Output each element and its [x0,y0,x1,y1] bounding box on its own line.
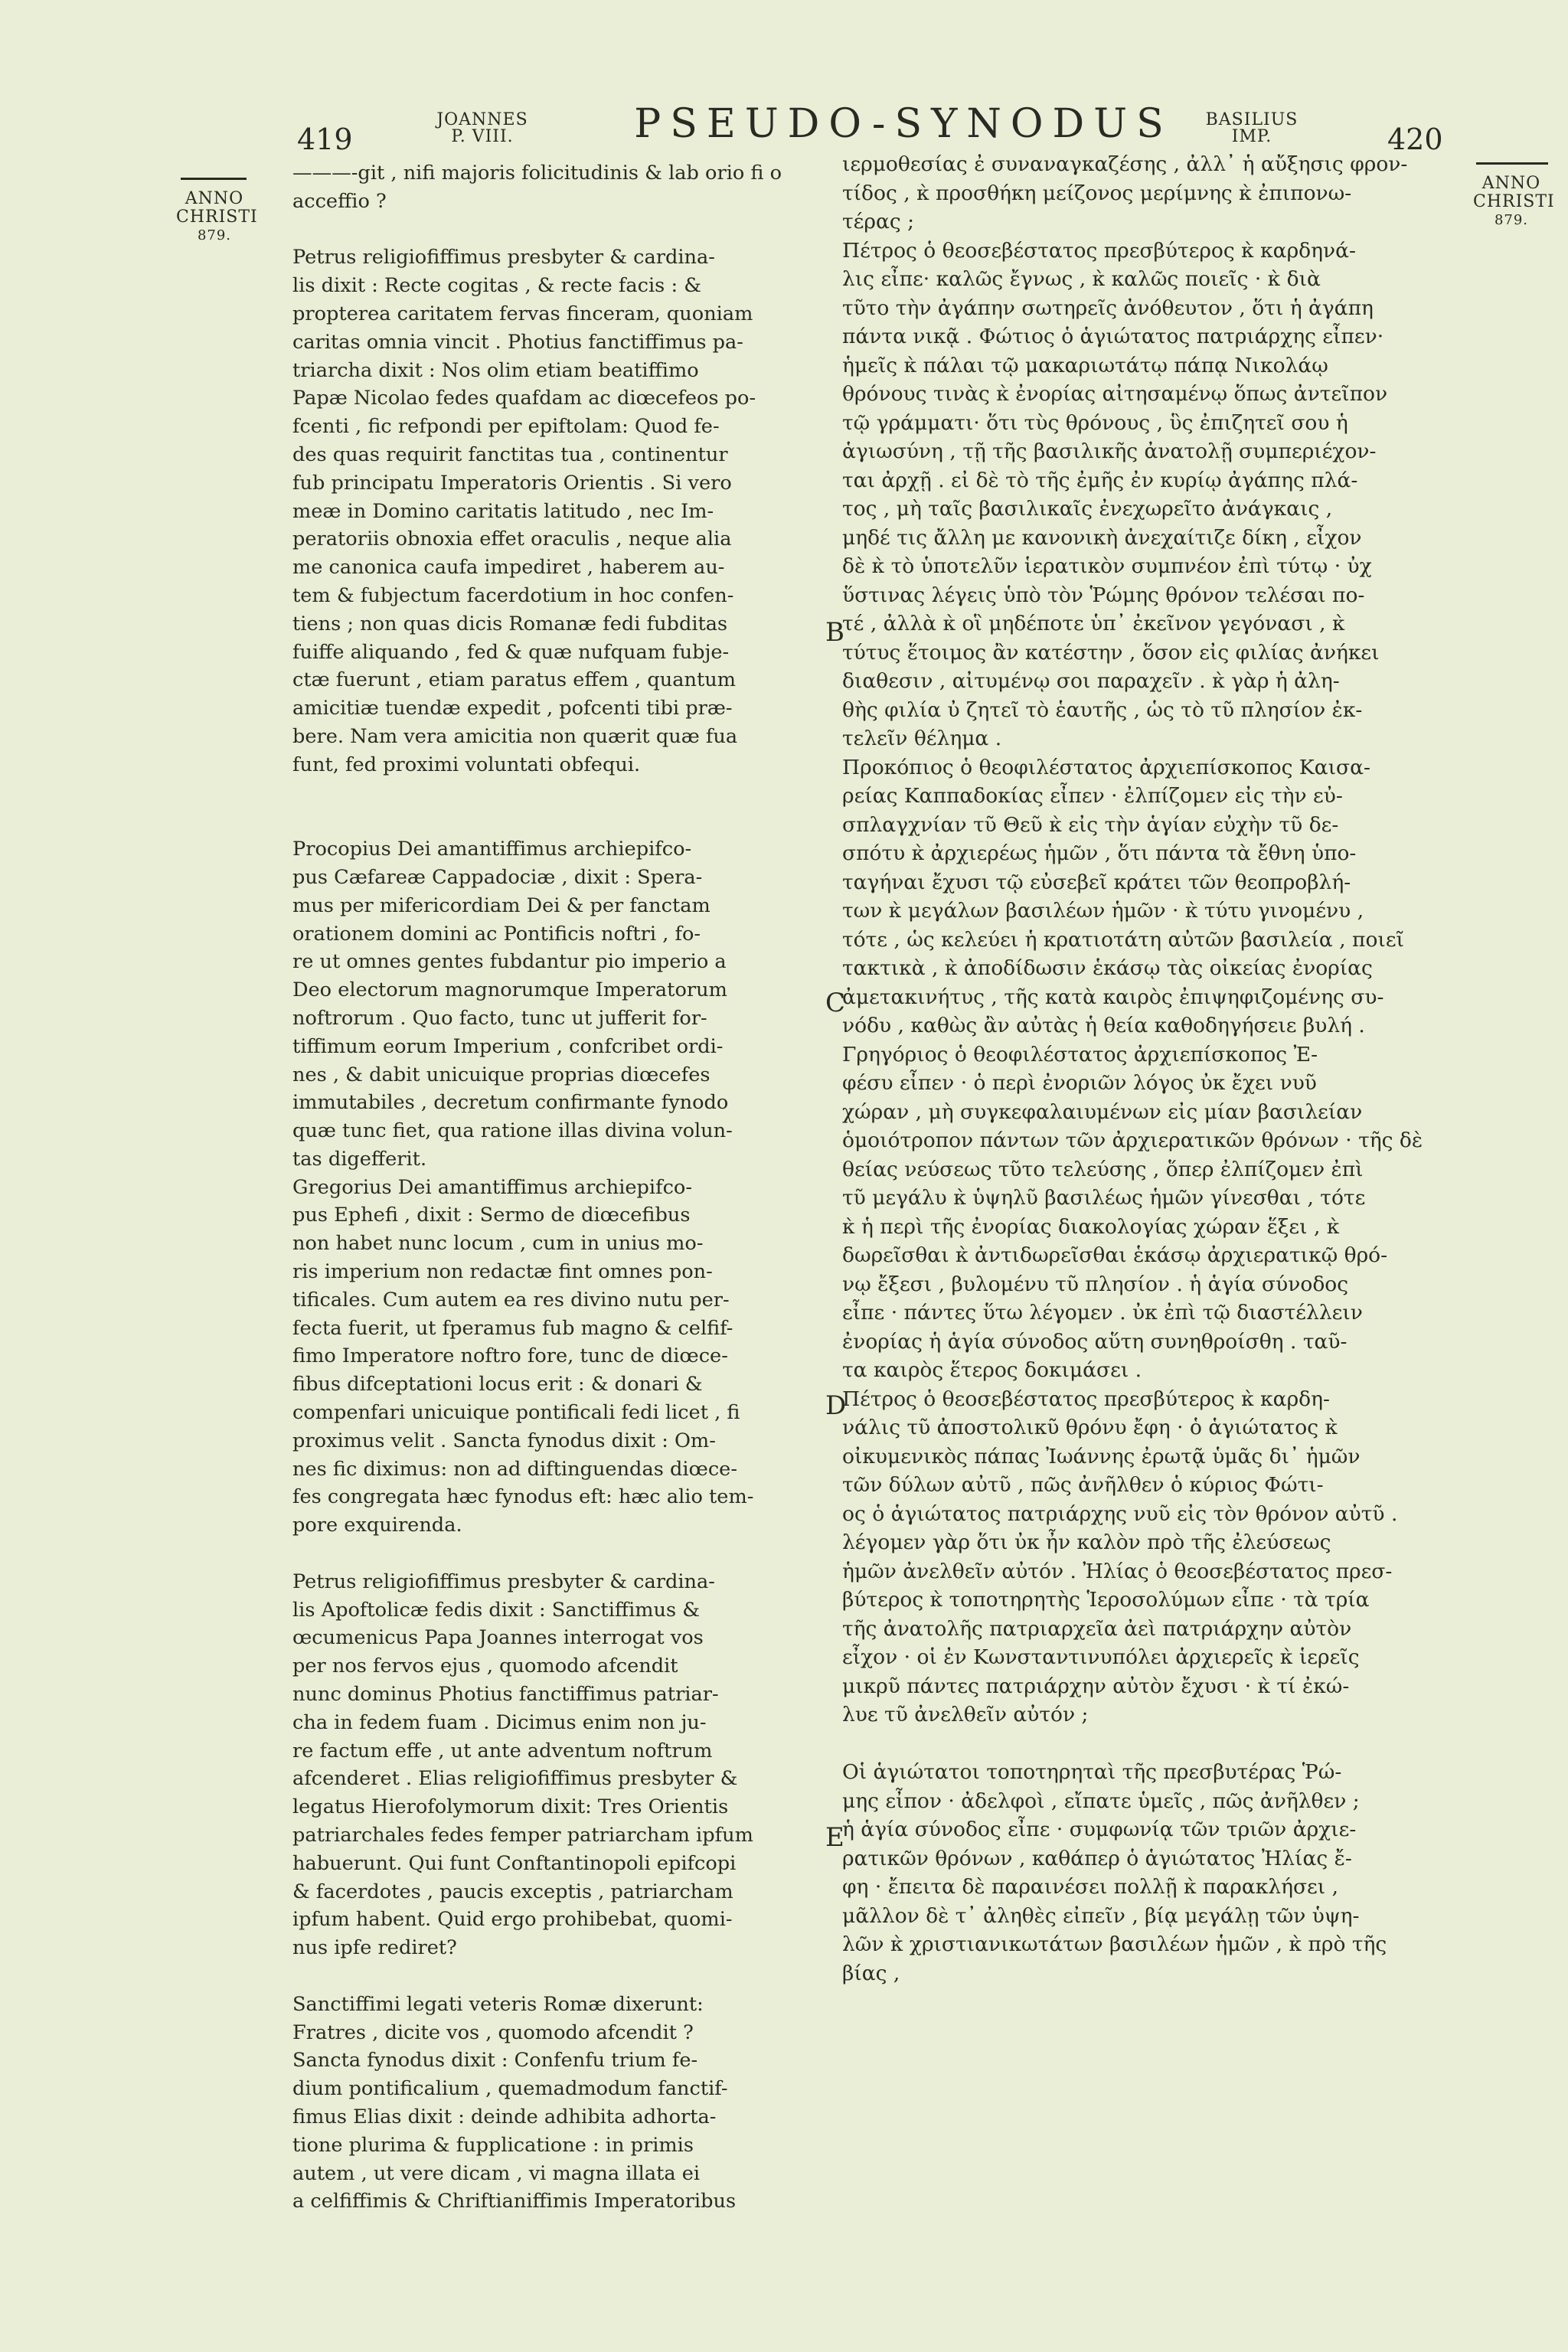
greek-text-line: ρείας Καππαδοκίας εἶπεν · ἐλπίζομεν εἰς τὴν εὐ- [842,784,1343,808]
latin-text-line: fuiffe aliquando , fed & quæ nufquam fubje- [292,640,730,664]
latin-text-line: ctæ fuerunt , etiam paratus effem , quantum [292,668,737,692]
greek-text-line: χώραν , μὴ συγκεφαλαιυμένων εἰς μίαν βασιλείαν [842,1099,1363,1124]
greek-text-line: ἡμεῖς κ̀ πάλαι τῷ μακαριωτάτῳ πάπᾳ Νικολάῳ [842,353,1328,377]
greek-text-line: εἶχον · οἱ ἐν Κωνσταντινυπόλει ἀρχιερεῖς κ̀ ἱερεῖς [842,1645,1360,1669]
section-marker-c: C [825,988,846,1018]
latin-text-line: tem & fubjectum facerdotium in hoc confen- [292,583,734,607]
greek-text-line: σπότυ κ̀ ἀρχιερέως ἡμῶν , ὅτι πάντα τὰ ἔθνη ὑπο- [842,841,1357,865]
latin-text-line: pus Cæfareæ Cappadociæ , dixit : Spera- [292,865,703,889]
greek-text-line: τῷ γράμματι· ὅτι τὺς θρόνους , ὓς ἐπιζητεῖ σου ἡ [842,410,1348,435]
latin-text-line: amicitiæ tuendæ expedit , pofcenti tibi præ- [292,697,733,720]
latin-text-line: per nos fervos ejus , quomodo afcendit [292,1655,678,1678]
latin-text-line: acceffio ? [292,189,387,213]
greek-text-line: ος ὁ ἁγιώτατος πατριάρχης νυῦ εἰς τὸν θρόνον αὐτῦ . [842,1501,1398,1526]
latin-text-line: tificales. Cum autem ea res divino nutu per- [292,1288,730,1312]
latin-text-line: dium pontificalium , quemadmodum fanctif- [292,2077,728,2101]
greek-text-line: Οἱ ἁγιώτατοι τοποτηρηταὶ τῆς πρεσβυτέρας Ῥώ- [842,1760,1342,1784]
latin-text-line: fecta fuerit, ut fperamus fub magno & celfif- [292,1316,733,1340]
left-page-number: 419 [297,122,353,156]
latin-text-line: tiffimum eorum Imperium , confcribet ordi- [292,1034,724,1058]
greek-text-line: Γρηγόριος ὁ θεοφιλέστατος ἀρχιεπίσκοπος Ἐ- [842,1042,1318,1067]
right-margin-note [1473,174,1555,230]
latin-text-line: tas digefferit. [292,1147,427,1171]
latin-column [292,159,821,2216]
greek-text-line: ὁμοιότροπον πάντων τῶν ἀρχιερατικῶν θρόνων · τῆς δὲ [842,1129,1423,1152]
latin-text-line: & facerdotes , paucis exceptis , patriarcham [292,1880,733,1903]
latin-text-line: lis dixit : Recte cogitas , & recte facis : & [292,274,701,298]
latin-text-line: meæ in Domino caritatis latitudo , nec Im- [292,499,714,523]
greek-text-line: μης εἶπον · ἀδελφοὶ , εἴπατε ὑμεῖς , πῶς ἀνῆλθεν ; [842,1788,1360,1813]
latin-text-line [292,807,821,835]
latin-text-line: proximus velit . Sancta fynodus dixit : Om- [292,1429,716,1452]
greek-text-line: διαθεσιν , αἰτυμένῳ σοι παραχεῖν . κ̀ γὰρ ἡ ἀλη- [842,669,1340,693]
latin-text-line [292,1962,821,1991]
greek-text-line: λῶν κ̀ χριστιανικωτάτων βασιλέων ἡμῶν , κ̀ πρὸ τῆς [842,1932,1387,1956]
greek-text-line: τίδος , κ̀ προσθήκη μείζονος μερίμνης κ̀ ἐπιπονω- [842,181,1352,205]
latin-text-line: nus ipfe rediret? [292,1936,457,1960]
right-page-number: 420 [1387,122,1443,156]
greek-text-line: ται ἀρχῇ . εἰ δὲ τὸ τῆς ἐμῆς ἐν κυρίῳ ἀγάπης πλά- [842,468,1358,492]
latin-text-line: Deo electorum magnorumque Imperatorum [292,978,727,1002]
left-margin-rule [181,178,247,180]
latin-text-line: nes fic diximus: non ad diftinguendas diœce- [292,1457,737,1481]
greek-text-line: ἀμετακινήτυς , τῆς κατὰ καιρὸς ἐπιψηφιζομένης συ- [842,985,1384,1009]
latin-text-line: tiens ; non quas dicis Romanæ fedi fubditas [292,612,728,635]
greek-text-line: ἡ ἁγία σύνοδος εἶπε · συμφωνίᾳ τῶν τριῶν ἀρχιε- [842,1818,1357,1841]
latin-text-line: immutabiles , decretum confirmante fynodo [292,1091,729,1115]
greek-text-line [842,1730,1451,1759]
greek-text-line: πάντα νικᾷ . Φώτιος ὁ ἁγιώτατος πατριάρχης εἶπεν· [842,325,1384,348]
latin-text-line: fimus Elias dixit : deinde adhibita adhorta- [292,2105,717,2128]
greek-text-line: λέγομεν γὰρ ὅτι ὐκ ἦν καλὸν πρὸ τῆς ἐλεύσεως [842,1530,1331,1554]
greek-text-line: τος , μὴ ταῖς βασιλικαῖς ἐνεχωρεῖτο ἀνάγκαις , [842,497,1333,521]
greek-text-line: νόδυ , καθὼς ἂν αὐτὰς ἡ θεία καθοδηγήσειε βυλή . [842,1014,1365,1037]
latin-text-line: compenfari unicuique pontificali fedi licet , fi [292,1401,740,1425]
latin-text-line: pus Ephefi , dixit : Sermo de diœcefibus [292,1204,691,1227]
latin-text-line: a celfiffimis & Chriftianiffimis Imperatoribus [292,2190,737,2213]
greek-text-line: θείας νεύσεως τῦτο τελεύσης , ὅπερ ἐλπίζομεν ἐπὶ [842,1157,1364,1181]
greek-text-line: μᾶλλον δὲ τ᾽ ἀληθὲς εἰπεῖν , βίᾳ μεγάλῃ τῶν ὑψη- [842,1903,1360,1928]
latin-text-line: fibus difceptationi locus erit : & donari & [292,1373,703,1396]
greek-text-line: Προκόπιος ὁ θεοφιλέστατος ἀρχιεπίσκοπος Καισα- [842,755,1370,779]
greek-text-line: οἰκυμενικὸς πάπας Ἰωάννης ἐρωτᾷ ὑμᾶς δι᾽ ἡμῶν [842,1444,1361,1468]
greek-text-line: φέσυ εἶπεν · ὁ περὶ ἐνοριῶν λόγος ὐκ ἔχει νυῦ [842,1071,1317,1095]
latin-text-line: Fratres , dicite vos , quomodo afcendit ? [292,2020,694,2044]
latin-text-line [292,1540,821,1568]
greek-text-line: τῦτο τὴν ἀγάπην σωτηρεῖς ἀνόθευτον , ὅτι ἡ ἀγάπη [842,296,1374,320]
greek-text-line: ἡμῶν ἀνελθεῖν αὐτόν . Ἠλίας ὁ θεοσεβέστατος πρεσ- [842,1559,1393,1583]
latin-text-line: fes congregata hæc fynodus eft: hæc alio tem- [292,1485,754,1509]
latin-text-line: afcenderet . Elias religiofiffimus presbyter & [292,1767,738,1791]
greek-text-line: τελεῖν θέλημα . [842,727,1002,750]
latin-text-line: orationem domini ac Pontificis noftri , fo- [292,922,701,946]
greek-text-line: ρατικῶν θρόνων , καθάπερ ὁ ἁγιώτατος Ἠλίας ἔ- [842,1846,1352,1870]
section-marker-e: E [825,1822,844,1853]
greek-text-line: μηδέ τις ἄλλη με κανονικὴ ἀνεχαίτιζε δίκη , εἶχον [842,525,1362,550]
left-margin-note [176,189,258,245]
latin-text-line: noftrorum . Quo facto, tunc ut jufferit for- [292,1006,707,1030]
latin-text-line: re factum effe , ut ante adventum noftrum [292,1739,713,1762]
greek-text-line: ιερμοθεσίας ἐ συναναγκαζέσης , ἀλλ᾽ ἡ αὔξησις φρον- [842,152,1408,176]
greek-text-line: των κ̀ μεγάλων βασιλέων ἡμῶν · κ̀ τύτυ γινομένυ , [842,899,1364,923]
margin-note-line: ANNO [185,189,244,208]
greek-text-line: νάλις τῦ ἀποστολικῦ θρόνυ ἔφη · ὁ ἁγιώτατος κ̀ [842,1416,1338,1439]
greek-text-line: τέ , ἀλλὰ κ̀ οἳ μηδέποτε ὑπ᾽ ἐκεῖνον γεγόνασι , κ̀ [842,612,1345,635]
latin-text-line: Petrus religiofiffimus presbyter & cardina- [292,246,715,270]
latin-text-line: caritas omnia vincit . Photius fanctiffimus pa- [292,330,743,354]
latin-text-line: fcenti , fic refpondi per epiftolam: Quod fe- [292,415,720,439]
margin-note-line: 879. [1494,212,1529,228]
latin-text-line: peratoriis obnoxia effet oraculis , neque alia [292,528,732,551]
page-title: PSEUDO-SYNODUS [634,101,1173,147]
latin-text-line: Sanctiffimi legati veteris Romæ dixerunt: [292,1992,704,2016]
latin-text-line: propterea caritatem fervas finceram, quoniam [292,302,753,325]
right-running-head [1194,112,1309,145]
greek-text-line: ὕστινας λέγεις ὑπὸ τὸν Ῥώμης θρόνον τελέσαι πο- [842,583,1365,607]
latin-text-line: cha in fedem fuam . Dicimus enim non ju- [292,1710,707,1734]
latin-text-line: tione plurima & fupplicatione : in primis [292,2133,694,2157]
latin-text-line: Petrus religiofiffimus presbyter & cardina- [292,1570,715,1593]
latin-text-line [292,779,821,808]
margin-note-line: CHRISTI [176,207,258,227]
latin-text-line [292,216,821,244]
margin-note-line: ANNO [1481,174,1541,193]
greek-text-line: δωρεῖσθαι κ̀ ἀντιδωρεῖσθαι ἑκάσῳ ἀρχιερατικῷ θρό- [842,1243,1388,1267]
latin-text-line: ipfum habent. Quid ergo prohibebat, quomi- [292,1908,733,1932]
greek-text-line: τακτικὰ , κ̀ ἀποδίδωσιν ἑκάσῳ τὰς οἰκείας ἐνορίας [842,956,1373,980]
greek-text-line: τῶν δύλων αὐτῦ , πῶς ἀνῆλθεν ὁ κύριος Φώτι- [842,1473,1324,1497]
margin-note-line: 879. [197,227,232,243]
greek-column [842,150,1451,1988]
latin-text-line: nunc dominus Photius fanctiffimus patriar- [292,1683,719,1707]
latin-text-line: Papæ Nicolao fedes quafdam ac diœcefeos po- [292,387,756,410]
greek-text-line: τότε , ὡς κελεύει ἡ κρατιοτάτη αὐτῶν βασιλεία , ποιεῖ [842,927,1404,952]
greek-text-line: ταγήναι ἔχυσι τῷ εὐσεβεῖ κράτει τῶν θεοπροβλή- [842,870,1351,894]
section-marker-b: B [825,617,844,648]
latin-text-line: bere. Nam vera amicitia non quærit quæ fua [292,724,738,748]
latin-text-line: patriarchales fedes femper patriarcham ipfum [292,1824,753,1847]
latin-text-line: quæ tunc fiet, qua ratione illas divina volun- [292,1119,733,1143]
greek-text-line: ἁγιωσύνη , τῇ τῆς βασιλικῆς ἀνατολῇ συμπεριέχον- [842,439,1377,463]
greek-text-line: φη · ἔπειτα δὲ παραινέσει πολλῇ κ̀ παρακλήσει , [842,1875,1339,1899]
latin-text-line: funt, fed proximi voluntati obfequi. [292,753,641,776]
greek-text-line: τέρας ; [842,210,915,234]
greek-text-line: λις εἶπε· καλῶς ἔγνως , κ̀ καλῶς ποιεῖς · κ̀ διὰ [842,267,1321,291]
section-marker-d: D [825,1390,847,1421]
greek-text-line: βύτερος κ̀ τοποτηρητὴς Ἱεροσολύμων εἶπε · τὰ τρία [842,1588,1370,1612]
left-running-head [421,112,544,145]
latin-text-line: nes , & dabit unicuique proprias diœcefes [292,1063,710,1086]
greek-text-line: θρόνους τινὰς κ̀ ἐνορίας αἰτησαμένῳ ὅπως ἀντεῖπον [842,382,1388,406]
right-margin-rule [1476,162,1548,165]
latin-text-line: ris imperium non redactæ fint omnes pon- [292,1260,713,1284]
latin-text-line: des quas requirit fanctitas tua , continentur [292,443,728,466]
greek-text-line: ἐνορίας ἡ ἁγία σύνοδος αὕτη συνηθροίσθη . ταῦ- [842,1329,1348,1354]
latin-text-line: fub principatu Imperatoris Orientis . Si vero [292,471,732,495]
greek-text-line: τα καιρὸς ἕτερος δοκιμάσει . [842,1358,1142,1382]
latin-text-line: ———-git , nifi majoris folicitudinis & lab orio fi o [292,162,782,185]
greek-text-line: σπλαγχνίαν τῦ Θεῦ κ̀ εἰς τὴν ἁγίαν εὐχὴν τῦ δε- [842,812,1339,837]
greek-text-line: λυε τῦ ἀνελθεῖν αὐτόν ; [842,1703,1089,1726]
greek-text-line: θὴς φιλία ὐ ζητεῖ τὸ ἑαυτῆς , ὡς τὸ τῦ πλησίον ἐκ- [842,697,1363,722]
latin-text-line: me canonica caufa impediret , haberem au- [292,556,725,580]
greek-text-line: κ̀ ἡ περὶ τῆς ἐνορίας διακολογίας χώραν ἕξει , κ̀ [842,1214,1340,1239]
greek-text-line: τῦ μεγάλυ κ̀ ὑψηλῦ βασιλέως ἡμῶν γίνεσθαι , τότε [842,1186,1366,1210]
running-head-line: IMP. [1231,127,1272,146]
latin-text-line: lis Apoftolicæ fedis dixit : Sanctiffimus & [292,1598,701,1622]
latin-text-line: legatus Hierofolymorum dixit: Tres Orientis [292,1795,729,1819]
greek-text-line: μικρῦ πάντες πατριάρχην αὐτὸν ἔχυσι · κ̀ τί ἐκώ- [842,1674,1350,1698]
latin-text-line: re ut omnes gentes fubdantur pio imperio a [292,950,727,974]
latin-text-line: œcumenicus Papa Joannes interrogat vos [292,1626,704,1650]
greek-text-line: Πέτρος ὁ θεοσεβέστατος πρεσβύτερος κ̀ καρδη- [842,1387,1330,1411]
latin-text-line: non habet nunc locum , cum in unius mo- [292,1232,704,1256]
latin-text-line: Procopius Dei amantiffimus archiepifco- [292,838,692,861]
latin-text-line: triarcha dixit : Nos olim etiam beatiffimo [292,358,699,382]
greek-text-line: εἶπε · πάντες ὕτω λέγομεν . ὐκ ἐπὶ τῷ διαστέλλειν [842,1301,1363,1325]
latin-text-line: habuerunt. Qui funt Conftantinopoli epifcopi [292,1851,737,1875]
running-head-line: JOANNES [436,110,528,129]
greek-text-line: νῳ ἔξεσι , βυλομένυ τῦ πλησίον . ἡ ἁγία σύνοδος [842,1272,1349,1296]
greek-text-line: βίας , [842,1961,900,1985]
latin-text-line: pore exquirenda. [292,1514,462,1537]
running-head-line: P. VIII. [451,127,514,146]
greek-text-line: δὲ κ̀ τὸ ὑποτελῦν ἱερατικὸν συμπνέον ἐπὶ τύτῳ · ὐχ [842,554,1372,578]
running-head-line: BASILIUS [1205,110,1298,129]
margin-note-line: CHRISTI [1473,192,1555,211]
latin-text-line: mus per mifericordiam Dei & per fanctam [292,893,710,917]
latin-text-line: autem , ut vere dicam , vi magna illata ei [292,2161,701,2185]
greek-text-line: τύτυς ἕτοιμος ἂν κατέστην , ὅσον εἰς φιλίας ἀνήκει [842,640,1380,665]
latin-text-line: fimo Imperatore noftro fore, tunc de diœce- [292,1344,728,1368]
latin-text-line: Gregorius Dei amantiffimus archiepifco- [292,1175,692,1199]
greek-text-line: Πέτρος ὁ θεοσεβέστατος πρεσβύτερος κ̀ καρδηνά- [842,238,1356,263]
latin-text-line: Sancta fynodus dixit : Confenfu trium fe- [292,2049,698,2073]
greek-text-line: τῆς ἀνατολῆς πατριαρχεῖα ἀεὶ πατριάρχην αὐτὸν [842,1616,1352,1641]
